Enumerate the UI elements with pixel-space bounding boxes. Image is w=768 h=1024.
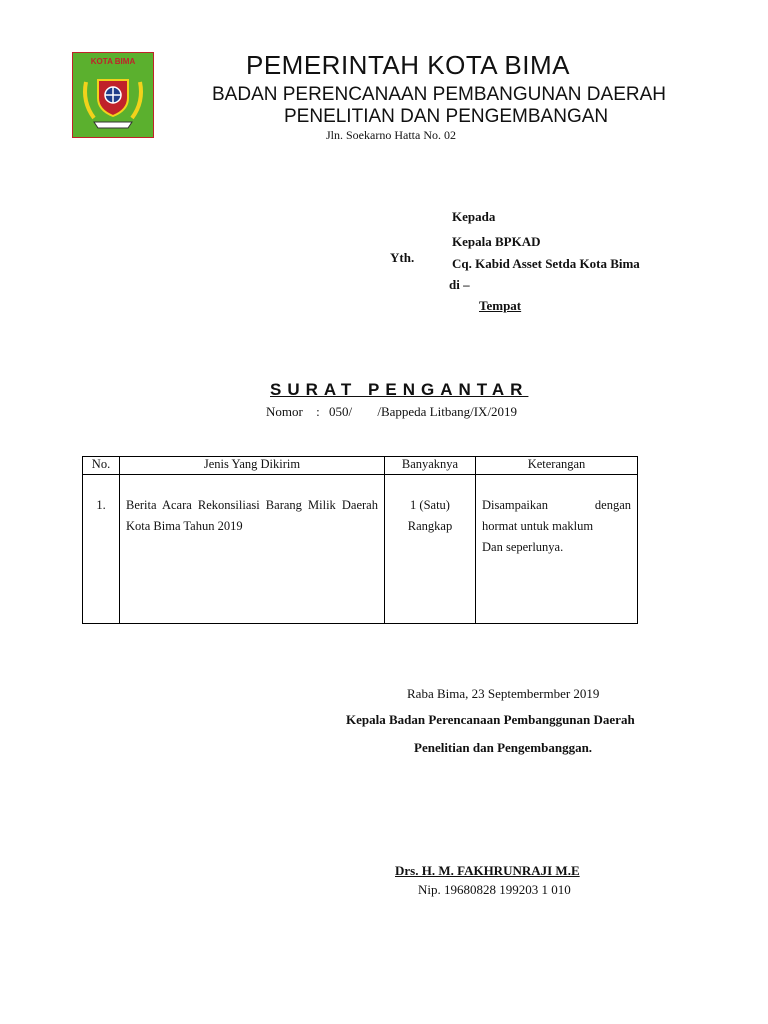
- logo-text: KOTA BIMA: [90, 57, 136, 66]
- agency-title-line1: BADAN PERENCANAAN PEMBANGUNAN DAERAH: [212, 84, 666, 105]
- table-header-row: [83, 457, 638, 475]
- recipient-salutation: Yth.: [390, 250, 415, 265]
- keterangan-line2: hormat untuk maklum: [482, 519, 594, 533]
- banyaknya-line1: 1 (Satu): [410, 498, 450, 512]
- banyaknya-line2: Rangkap: [407, 519, 453, 533]
- header-banyaknya: Banyaknya: [385, 457, 476, 475]
- signer-position-line2: Penelitian dan Pengembanggan.: [414, 740, 593, 755]
- recipient-place: Tempat: [479, 298, 522, 313]
- signer-position-line1: Kepala Badan Perencanaan Pembanggunan Daerah: [346, 712, 635, 727]
- emblem-icon: [72, 52, 154, 138]
- recipient-kepada: Kepada: [452, 209, 496, 224]
- agency-title-line2: PENELITIAN DAN PENGEMBANGAN: [284, 106, 609, 127]
- place-date: Raba Bima, 23 Septembermber 2019: [407, 686, 600, 701]
- keterangan-line1: Disampaikan dengan: [482, 498, 631, 512]
- recipient-line3: di –: [449, 277, 470, 292]
- government-title: PEMERINTAH KOTA BIMA: [246, 50, 570, 80]
- cell-jenis: Berita Acara Rekonsiliasi Barang Milik Daerah Kota Bima Tahun 2019: [120, 475, 385, 624]
- cell-banyaknya: [385, 475, 476, 624]
- letter-number: [266, 404, 517, 420]
- cell-keterangan: [476, 475, 638, 624]
- agency-address: Jln. Soekarno Hatta No. 02: [326, 128, 456, 142]
- keterangan-line3: Dan seperlunya.: [482, 540, 564, 554]
- table-row: [83, 475, 638, 624]
- signer-nip: Nip. 19680828 199203 1 010: [418, 882, 571, 897]
- number-value: 050/: [328, 404, 353, 419]
- recipient-line2: Cq. Kabid Asset Setda Kota Bima: [452, 256, 640, 271]
- letter-title: SURAT PENGANTAR: [270, 380, 529, 399]
- header-keterangan: Keterangan: [476, 457, 638, 475]
- number-label: Nomor: [266, 404, 303, 419]
- recipient-line1: Kepala BPKAD: [452, 234, 541, 249]
- header-no: No.: [83, 457, 120, 475]
- number-suffix: /Bappeda Litbang/IX/2019: [377, 404, 518, 419]
- items-table: [82, 456, 638, 624]
- signer-name: Drs. H. M. FAKHRUNRAJI M.E: [395, 863, 580, 878]
- city-emblem-logo: [72, 52, 154, 138]
- header-jenis: Jenis Yang Dikirim: [120, 457, 385, 475]
- cell-no: 1.: [83, 475, 120, 624]
- number-separator: :: [316, 404, 320, 419]
